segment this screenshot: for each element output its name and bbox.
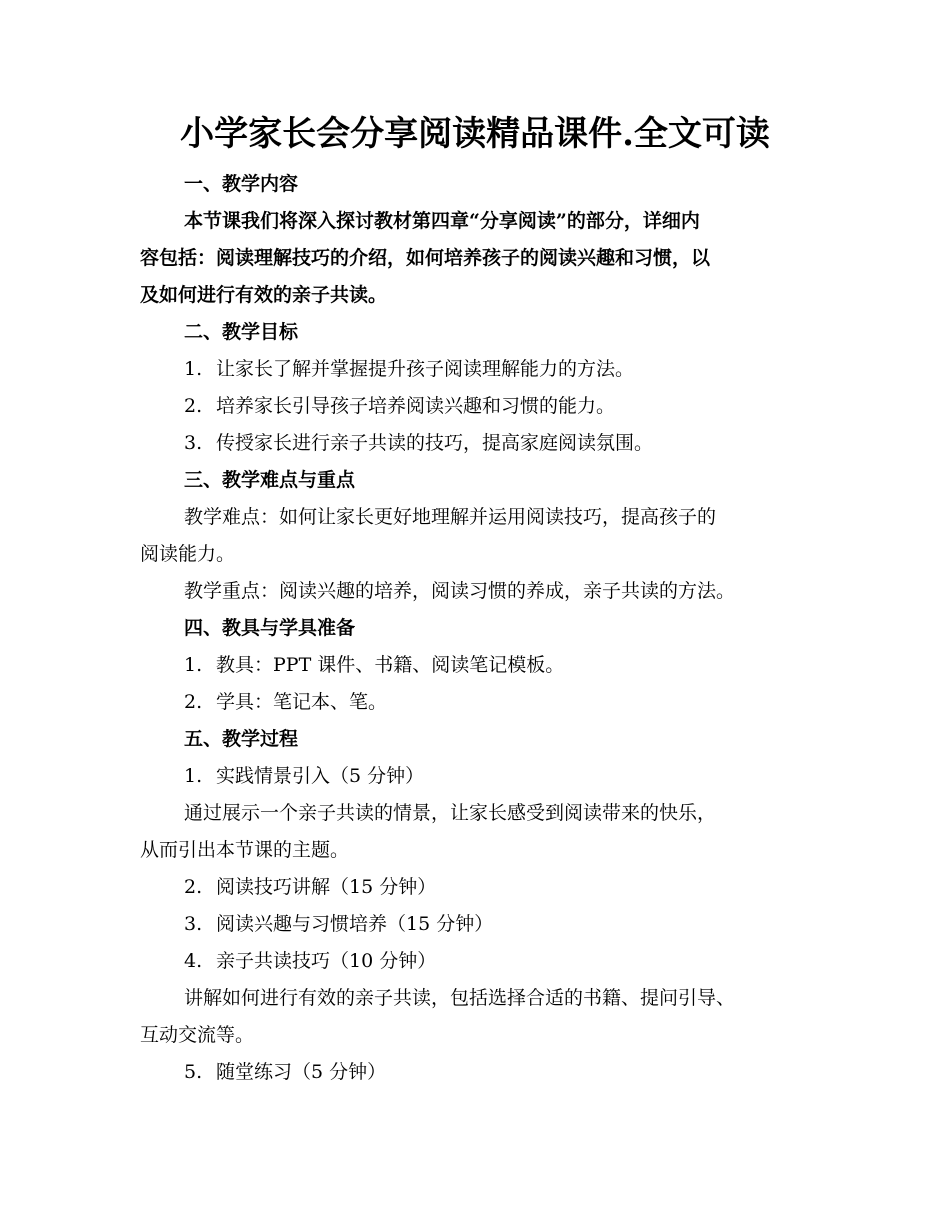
list-text: 实践情景引入（5 分钟） bbox=[216, 765, 425, 787]
material-item bbox=[140, 647, 810, 684]
list-text: 传授家长进行亲子共读的技巧，提高家庭阅读氛围。 bbox=[216, 432, 654, 454]
section-heading-difficulties: 三、教学难点与重点 bbox=[184, 469, 356, 491]
list-text: 学具：笔记本、笔。 bbox=[216, 691, 388, 713]
process-step bbox=[140, 869, 810, 906]
list-number: 2. bbox=[184, 876, 203, 898]
material-item bbox=[140, 684, 810, 721]
list-text: 随堂练习（5 分钟） bbox=[216, 1061, 387, 1083]
list-text: 教具：PPT 课件、书籍、阅读笔记模板。 bbox=[216, 654, 565, 676]
list-number: 3. bbox=[184, 913, 203, 935]
process-description-line: 互动交流等。 bbox=[140, 1024, 255, 1046]
objective-item bbox=[140, 388, 810, 425]
process-description-line: 从而引出本节课的主题。 bbox=[140, 839, 350, 861]
objective-item bbox=[140, 425, 810, 462]
difficulty-line: 教学难点：如何让家长更好地理解并运用阅读技巧，提高孩子的 bbox=[184, 506, 717, 528]
list-number: 1. bbox=[184, 358, 203, 380]
list-text: 亲子共读技巧（10 分钟） bbox=[216, 950, 437, 972]
process-step bbox=[140, 758, 810, 795]
process-step bbox=[140, 943, 810, 980]
list-text: 阅读技巧讲解（15 分钟） bbox=[216, 876, 437, 898]
process-step bbox=[140, 906, 810, 943]
section-heading-materials: 四、教具与学具准备 bbox=[184, 617, 356, 639]
list-number: 2. bbox=[184, 691, 203, 713]
section-heading-process: 五、教学过程 bbox=[184, 728, 299, 750]
content-paragraph-line: 本节课我们将深入探讨教材第四章“分享阅读”的部分，详细内 bbox=[184, 210, 700, 232]
list-number: 2. bbox=[184, 395, 203, 417]
document-title: 小学家长会分享阅读精品课件.全文可读 bbox=[180, 114, 770, 154]
list-number: 1. bbox=[184, 765, 203, 787]
list-number: 4. bbox=[184, 950, 203, 972]
difficulty-line: 阅读能力。 bbox=[140, 543, 236, 565]
list-number: 3. bbox=[184, 432, 203, 454]
content-paragraph-line: 容包括：阅读理解技巧的介绍，如何培养孩子的阅读兴趣和习惯，以 bbox=[140, 247, 711, 269]
list-text: 让家长了解并掌握提升孩子阅读理解能力的方法。 bbox=[216, 358, 635, 380]
key-point-line: 教学重点：阅读兴趣的培养，阅读习惯的养成，亲子共读的方法。 bbox=[184, 580, 736, 602]
list-number: 1. bbox=[184, 654, 203, 676]
list-text: 阅读兴趣与习惯培养（15 分钟） bbox=[216, 913, 494, 935]
list-text: 培养家长引导孩子培养阅读兴趣和习惯的能力。 bbox=[216, 395, 616, 417]
content-paragraph-line: 及如何进行有效的亲子共读。 bbox=[140, 284, 388, 306]
process-step bbox=[140, 1054, 810, 1091]
list-number: 5. bbox=[184, 1061, 203, 1083]
process-description-line: 通过展示一个亲子共读的情景，让家长感受到阅读带来的快乐， bbox=[184, 802, 717, 824]
section-heading-objectives: 二、教学目标 bbox=[184, 321, 299, 343]
process-description-line: 讲解如何进行有效的亲子共读，包括选择合适的书籍、提问引导、 bbox=[184, 987, 736, 1009]
section-heading-content: 一、教学内容 bbox=[184, 173, 299, 195]
objective-item bbox=[140, 351, 810, 388]
